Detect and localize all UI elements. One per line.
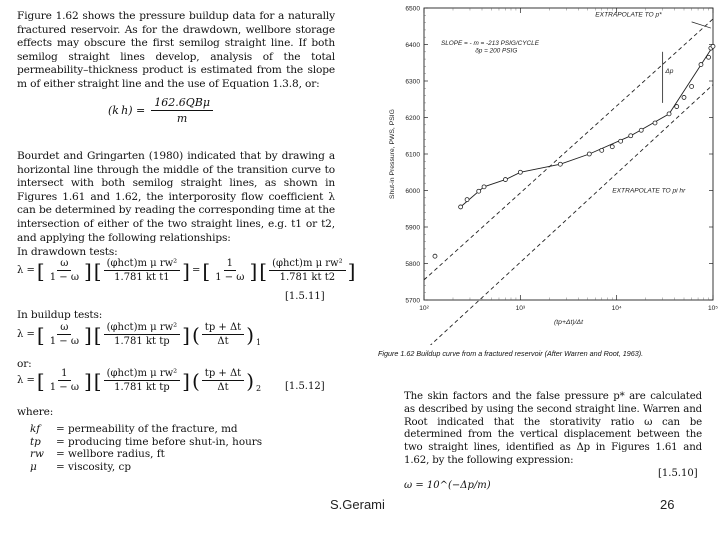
y-axis-label: Shut-in Pressure, PWS, PSIG (389, 109, 396, 199)
definition-row (30, 436, 330, 449)
annotation-arrow-top (692, 22, 711, 28)
data-point (675, 105, 679, 109)
kh-equation (108, 96, 213, 125)
buildup2-bracket-close-2: ] (182, 368, 190, 393)
omega-eq-number: [1.5.10] (658, 468, 698, 479)
drawdown-bracket-open-3: [ (202, 258, 211, 283)
drawdown-equals: = (191, 265, 201, 276)
definition-symbol: rw (30, 448, 44, 461)
drawdown-frac-4 (269, 258, 346, 283)
definitions-list (30, 423, 330, 473)
definition-equals: = (56, 448, 65, 461)
y-tick-label: 6000 (405, 188, 420, 195)
buildup-chart (380, 0, 720, 345)
upper-straight-line (424, 19, 713, 280)
buildup2-bracket-open-1: [ (36, 368, 45, 393)
buildup-equation-2 (17, 368, 261, 393)
definition-equals: = (56, 435, 65, 448)
drawdown-frac-2-num: (φhct)m μ rw² (104, 258, 181, 271)
drawdown-frac-1-den: 1 − ω (49, 272, 79, 283)
drawdown-frac-1-num: ω (57, 258, 71, 271)
data-point (629, 134, 633, 138)
y-tick-label: 6500 (405, 5, 420, 13)
x-tick-label: 10² (419, 305, 429, 312)
buildup1-bracket-open-2: [ (93, 322, 102, 347)
buildup1-paren-close: ) (246, 322, 255, 347)
drawdown-bracket-open-2: [ (93, 258, 102, 283)
drawdown-equation (17, 258, 355, 283)
y-tick-label: 5900 (405, 224, 420, 232)
definition-text: wellbore radius, ft (68, 448, 165, 461)
drawdown-frac-2 (104, 258, 181, 283)
data-point (619, 139, 623, 143)
data-point (558, 162, 562, 166)
buildup1-frac-2-den: 1.781 kt tp (114, 336, 170, 347)
drawdown-bracket-open-1: [ (36, 258, 45, 283)
buildup1-frac-2 (104, 322, 181, 347)
where-label-text: where: (17, 406, 54, 418)
y-tick-label: 6300 (405, 78, 420, 86)
buildup2-frac-2-den: 1.781 kt tp (114, 382, 170, 393)
data-point (711, 44, 715, 48)
buildup1-bracket-close-2: ] (182, 322, 190, 347)
drawdown-frac-3-num: 1 (224, 258, 236, 271)
data-point (587, 152, 591, 156)
definition-row (30, 461, 330, 474)
drawdown-frac-3 (212, 258, 247, 283)
definition-equals: = (56, 423, 65, 435)
intro-paragraph: Figure 1.62 shows the pressure buildup data for a naturally fractured reservoir. As for the drawdown, wellbore storage effects may obscure the first semilog straight line. If both semilog straight lines develop, analysis of the total permeability–thickness product is estimated from the slope m of either straight line and the use of Equation 1.3.8, or: (17, 10, 335, 90)
buildup-label (17, 309, 102, 323)
where-label (17, 406, 53, 420)
data-point (482, 185, 486, 189)
buildup1-bracket-close-1: ] (83, 322, 92, 347)
data-point (459, 205, 463, 209)
x-tick-label: 10⁴ (611, 305, 622, 312)
drawdown-bracket-close-3: ] (249, 258, 258, 283)
buildup1-lambda: λ = (17, 329, 35, 340)
buildup2-eq-number: [1.5.12] (285, 381, 325, 392)
drawdown-bracket-close-2: ] (182, 258, 190, 283)
data-point (465, 198, 469, 202)
footer-author: S.Gerami (330, 497, 385, 512)
definition-text: viscosity, cp (68, 460, 131, 473)
buildup2-frac-2 (104, 368, 181, 393)
transition-curve (461, 46, 713, 207)
definition-symbol: kf (30, 423, 41, 435)
definition-text: permeability of the fracture, md (68, 423, 238, 435)
buildup2-lambda: λ = (17, 375, 35, 386)
omega-equation: ω = 10^(−Δp/m) (404, 480, 491, 491)
buildup1-frac-1-den: 1 − ω (49, 336, 79, 347)
drawdown-label-text: In drawdown tests: (17, 246, 118, 258)
data-point (433, 254, 437, 258)
data-point (667, 112, 671, 116)
data-point (600, 148, 604, 152)
kh-lhs: (k h) = (108, 104, 146, 117)
kh-denominator: m (176, 112, 188, 125)
definition-symbol: μ (30, 460, 37, 473)
buildup2-bracket-close-1: ] (83, 368, 92, 393)
y-tick-label: 6100 (405, 151, 420, 159)
definition-symbol: tp (30, 435, 41, 448)
data-point (653, 121, 657, 125)
buildup1-subscript: 1 (256, 338, 262, 347)
buildup2-paren-open: ( (191, 368, 200, 393)
definition-equals: = (56, 460, 65, 473)
data-point (707, 55, 711, 59)
y-tick-label: 5800 (405, 261, 420, 268)
drawdown-lambda: λ = (17, 265, 35, 276)
buildup2-frac-2-num: (φhct)m μ rw² (104, 368, 181, 381)
definition-row (30, 448, 330, 461)
data-point (477, 189, 481, 193)
definition-text: producing time before shut-in, hours (68, 435, 263, 448)
drawdown-frac-3-den: 1 − ω (215, 272, 245, 283)
buildup1-frac-1 (47, 322, 82, 347)
buildup-equation-1 (17, 322, 261, 347)
bourdet-paragraph: Bourdet and Gringarten (1980) indicated that by drawing a horizontal line through the middle of the transition curve to intersect with both semilog straight lines, as shown in Figures 1.61 and 1.62, the interporosity flow coefficient λ can be determined by reading the corresponding time at the intersection of either of the two straight lines, e.g. t1 or t2, and applying the following relationships: (17, 150, 335, 244)
buildup-label-text: In buildup tests: (17, 309, 103, 321)
or-label-text: or: (17, 358, 32, 370)
y-tick-label: 6400 (405, 42, 420, 49)
x-tick-label: 10⁵ (707, 305, 719, 312)
annotation-delta-p-value: δp = 200 PSIG (475, 47, 518, 55)
buildup1-bracket-open-1: [ (36, 322, 45, 347)
buildup2-frac-1-den: 1 − ω (49, 382, 79, 393)
drawdown-bracket-open-4: [ (259, 258, 268, 283)
annotation-extrapolate-top: EXTRAPOLATE TO p* (595, 11, 662, 19)
data-point (518, 170, 522, 174)
buildup2-frac-3-den: Δt (217, 382, 229, 393)
footer-page-number: 26 (660, 497, 675, 512)
buildup1-paren-open: ( (191, 322, 200, 347)
drawdown-bracket-close-4: ] (347, 258, 356, 283)
annotation-slope: SLOPE = - m = -213 PSIG/CYCLE (440, 40, 539, 48)
definition-row (30, 423, 330, 436)
x-axis-label: (tp+Δt)/Δt (554, 319, 583, 326)
annotation-extrapolate-bottom: EXTRAPOLATE TO pi hr (612, 187, 686, 195)
data-point (503, 178, 507, 182)
buildup1-frac-3 (202, 322, 244, 347)
drawdown-frac-1 (47, 258, 82, 283)
kh-fraction (151, 96, 213, 125)
data-point (639, 128, 643, 132)
lower-straight-line (424, 85, 713, 345)
data-point (699, 63, 703, 67)
buildup1-frac-3-den: Δt (217, 336, 229, 347)
right-paragraph: The skin factors and the false pressure p* are calculated as described by using the second straight line. Warren and Root indicated that the storativity ratio ω can be determined from the vertical displacement between the two straight lines, identified as Δp in Figures 1.61 and 1.62, by the following expression: (404, 391, 702, 466)
drawdown-eq-number: [1.5.11] (285, 291, 325, 302)
x-tick-label: 10³ (515, 305, 526, 312)
drawdown-bracket-close-1: ] (83, 258, 92, 283)
buildup2-bracket-open-2: [ (93, 368, 102, 393)
plot-frame (424, 8, 713, 300)
y-tick-label: 6200 (405, 115, 420, 122)
buildup2-paren-close: ) (246, 368, 255, 393)
buildup1-frac-3-num: tp + Δt (202, 322, 244, 335)
drawdown-frac-4-den: 1.781 kt t2 (279, 272, 336, 283)
buildup2-frac-1 (47, 368, 82, 393)
y-tick-label: 5700 (405, 297, 420, 305)
buildup1-frac-1-num: ω (57, 322, 71, 335)
buildup1-frac-2-num: (φhct)m μ rw² (104, 322, 181, 335)
data-point (610, 145, 614, 149)
drawdown-frac-4-num: (φhct)m μ rw² (269, 258, 346, 271)
buildup2-frac-3 (202, 368, 244, 393)
figure-caption: Figure 1.62 Buildup curve from a fractured reservoir (After Warren and Root, 1963). (378, 349, 644, 358)
buildup2-frac-3-num: tp + Δt (202, 368, 244, 381)
buildup2-subscript: 2 (256, 384, 262, 393)
drawdown-frac-2-den: 1.781 kt t1 (114, 272, 170, 283)
buildup2-frac-1-num: 1 (58, 368, 70, 381)
annotation-delta-p: Δp (665, 67, 674, 75)
kh-numerator: 162.6QBμ (151, 96, 213, 111)
data-point (690, 84, 694, 88)
data-point (682, 95, 686, 99)
